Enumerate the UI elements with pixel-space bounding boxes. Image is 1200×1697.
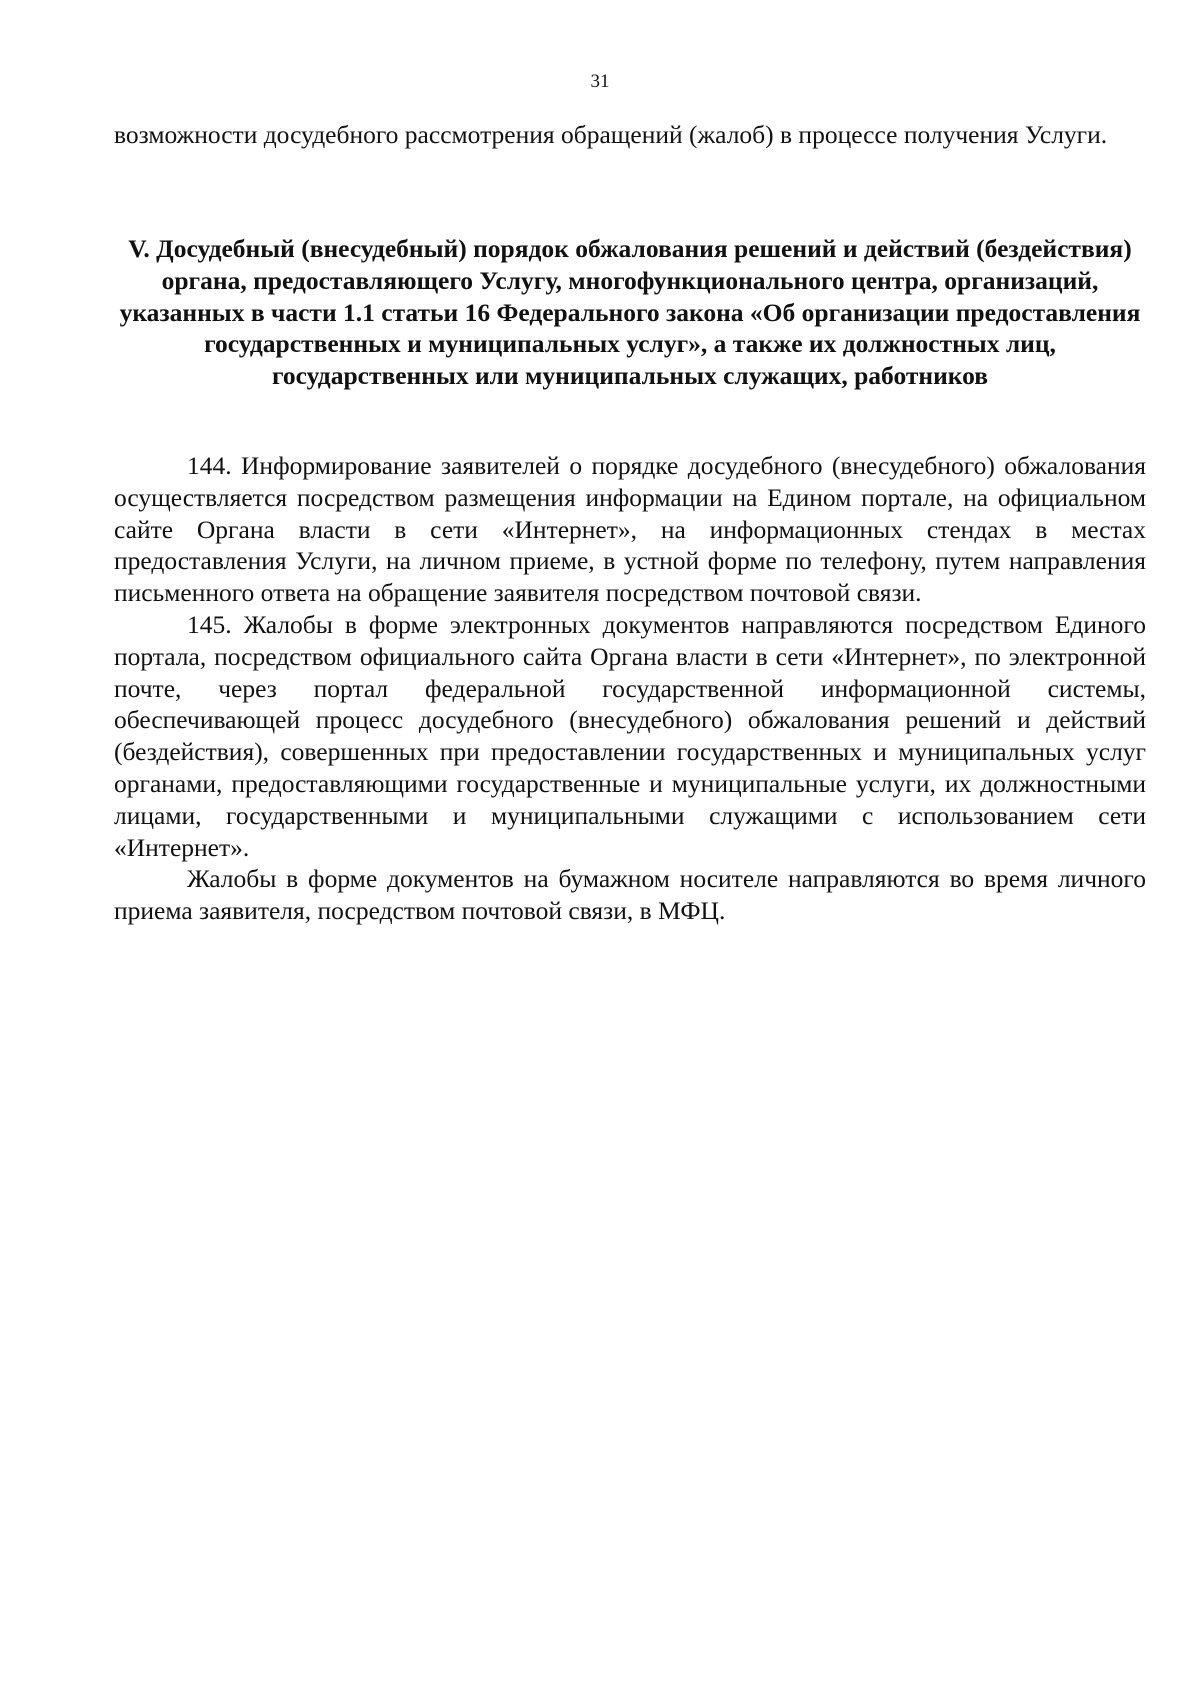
- paragraph-144: 144. Информирование заявителей о порядке досудебного (внесудебного) обжалования осуществляется посредством размещения информации на Едином портале, на официальном сайте Органа власти в сети «Интернет», на информационных стендах в местах предоставления Услуги, на личном приеме, в устной форме по телефону, путем направления письменного ответа на обращение заявителя посредством почтовой связи.: [114, 451, 1146, 608]
- continuation-paragraph: возможности досудебного рассмотрения обращений (жалоб) в процессе получения Услуги.: [114, 120, 1108, 149]
- paragraph-145: 145. Жалобы в форме электронных документов направляются посредством Единого портала, посредством официального сайта Органа власти в сети «Интернет», по электронной почте, через портал федеральной государственной информационной системы, обеспечивающей процесс досудебного (внесудебного) обжалования решений и действий (бездействия), совершенных при предоставлении государственных и муниципальных услуг органами, предоставляющими государственные и муниципальные услуги, их должностными лицами, государственными и муниципальными служащими с использованием сети «Интернет».: [114, 609, 1146, 862]
- paragraph-paper-complaints: Жалобы в форме документов на бумажном носителе направляются во время личного приема заявителя, посредством почтовой связи, в МФЦ.: [114, 864, 1146, 926]
- page-number: 31: [590, 71, 610, 92]
- section-body: [114, 450, 1146, 927]
- section-heading: V. Досудебный (внесудебный) порядок обжалования решений и действий (бездействия) органа, предоставляющего Услугу, многофункционального центра, организаций, указанных в части 1.1 статьи 16 Федерального закона «Об организации предоставления государственных и муниципальных услуг», а также их должностных лиц, государственных или муниципальных служащих, работников: [119, 234, 1141, 391]
